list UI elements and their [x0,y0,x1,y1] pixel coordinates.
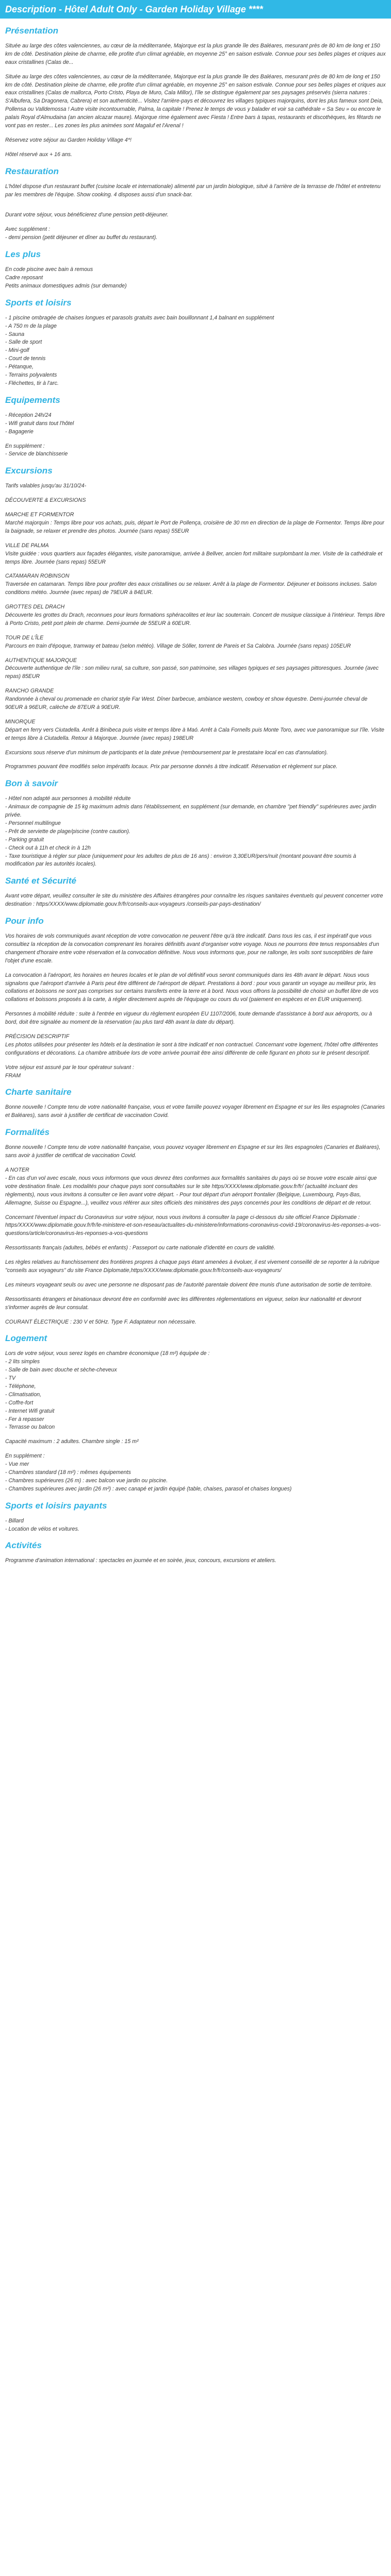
restauration-supp-label: Avec supplément : [5,226,50,233]
plus-heading: Les plus [5,249,41,260]
excursion-text: Départ en ferry vers Ciutadella. Arrêt à Binibeca puis visite et temps libre à Maó. Arrêt à Cala Fornells puis Monte Toro, avec vue panoramique sur l'île. Visite et temps libre à Ciutadella. Retour à Majorque. Journée (avec repas) 198EUR [5,726,384,741]
list-item: - Billard [5,1517,24,1524]
list-item: - Mini-golf [5,347,29,354]
list-item: En code piscine avec bain à remous [5,266,93,273]
list-item: - Chambres supérieures (26 m) : avec balcon vue jardin ou piscine. [5,1477,168,1484]
info-text-3: Personnes à mobilité réduite : suite à l'entrée en vigueur du règlement européen EU 1107/2006, toute demande d'assistance à bord aux aéroports, ou à bord, doit être signalée au moment de la réservation (au plus tard 48h avant la date du départ). [5,1011,372,1026]
sports-payants-heading: Sports et loisirs payants [5,1500,107,1511]
excursion-title: TOUR DE L'ÎLE [5,634,44,641]
list-item: - Location de vélos et voitures. [5,1526,79,1532]
formalites-text-4: Ressortissants français (adultes, bébés et enfants) : Passeport ou carte nationale d'identité en cours de validité. [5,1245,275,1251]
formalites-text-5: Les règles relatives au franchissement des frontières propres à chaque pays étant amenées à évoluer, il est vivement conseillé de se reporter à la rubrique "conseils aux voyageurs" du site France Diplomatie,https/XXXX/www.diplomatie.gouv.fr/fr/conseils-aux-voyageurs/ [5,1259,380,1274]
info-operator-label: Votre séjour est assuré par le tour opérateur suivant : [5,1064,134,1071]
bonasavoir-heading: Bon à savoir [5,778,58,789]
info-heading: Pour info [5,916,44,926]
list-item: - 1 piscine ombragée de chaises longues et parasols gratuits avec bain bouillonnant 1,4 balnant en supplément [5,314,274,321]
formalites-text-6: Les mineurs voyageant seuls ou avec une personne ne disposant pas de l'autorité parentale doivent être munis d'une autorisation de sortie de territoire. [5,1281,372,1288]
formalites-anoter: A NOTER [5,1167,29,1174]
info-precision-label: PRÉCISION DESCRIPTIF [5,1033,70,1040]
list-item: - Salle de bain avec douche et sèche-cheveux [5,1367,117,1374]
presentation-heading: Présentation [5,26,58,36]
excursions-decouverte: DÉCOUVERTE & EXCURSIONS [5,497,86,504]
sante-heading: Santé et Sécurité [5,876,76,886]
presentation-book: Réservez votre séjour au Garden Holiday Village 4*! [5,137,132,143]
list-item: Cadre reposant [5,275,43,281]
presentation-text: Située au large des côtes valenciennes, au cœur de la méditerranée, Majorque est la plus grande île des Baléares, mesurant près de 80 km de long et 150 km de côté. Destination pleine de charme, elle profite d'un climat agréable, en moyenne 25° en saison estivale. Connue pour ses belles plages et criques aux eaux cristallines (Calas de mallorca, Porto Cristo, Playa de Muro, Cala Millor), l'île se distingue également par ses paysages préservés (sierra natures : S'Albufera, Sa Dragonera, Cabrera) et son authenticité... Visitez l'arrière-pays et découvrez les villages typiques majorquins, dont les plus fameux sont Deia, Pollensa ou Valldemossa ! Autre visite incontournable, Palma, la capitale ! Prenez le temps de vous y balader et voir sa cathédrale « Sa Seu » ou encore le palais Royal d'Almudaina (an ancien alcazar maure). Majorque rime également avec Fiesta ! Entre bars à tapas, restaurants et discothèques, les fêtards ne vont pas en rester... Les zones les plus animées sont Magaluf et l'Arenal ! [5,73,386,129]
list-item: - Personnel multilingue [5,820,61,826]
list-item: - Chambres supérieures avec jardin (26 m²) : avec canapé et jardin équipé (table, chaises, parasol et chaises longues) [5,1485,292,1492]
list-item: - Check out à 11h et check in à 12h [5,844,91,851]
list-item: - Climatisation, [5,1391,42,1398]
excursion-text: Marché majorquin : Temps libre pour vos achats, puis, départ le Port de Pollença, croisière de 30 mn en direction de la plage de Formentor. Temps libre pour la baignade, se relaxer et prendre des photos. Journée (sans repas) 55EUR [5,519,384,534]
restauration-pension: Durant votre séjour, vous bénéficierez d'une pension petit-déjeuner. [5,212,169,218]
formalites-text-7: Ressortissants étrangers et binationaux devront être en conformité avec les différentes réglementations en vigueur, selon leur nationalité et devront s'informer auprès de leur consulat. [5,1296,362,1311]
list-item: - Animaux de compagnie de 15 kg maximum admis dans l'établissement, en supplément (sur demande, en chambre "pet friendly" supérieures avec jardin privée. [5,804,377,819]
sports-list [5,314,386,388]
excursion-title: MARCHE ET FORMENTOR [5,512,74,518]
content [0,26,391,1565]
list-item: - Terrasse ou balcon [5,1424,55,1431]
excursion-title: MINORQUE [5,718,36,725]
excursion-text: Randonnée à cheval ou promenade en chariot style Far West. Dîner barbecue, ambiance western, cowboy et show équestre. Demi-journée cheval de 90EUR à 96EUR, calèche de 87EUR à 90EUR. [5,696,368,710]
excursion-text: Visite guidée : vous quartiers aux façades élégantes, visite panoramique, arrivée à Bellver, ancien fort militaire surplombant la mer. Visite de la cathédrale et temps libre. Journée (sans repas) 55EUR [5,550,383,565]
list-item: - Terrains polyvalents [5,372,57,379]
excursion-text: Découverte authentique de l'île : son milieu rural, sa culture, son passé, son patrimoine, ses villages typiques et ses paysages pittoresques. Journée (avec repas) 85EUR [5,665,379,680]
list-item: - Prêt de serviette de plage/piscine (contre caution). [5,828,131,835]
excursion-text: Parcours en train d'époque, tramway et bateau (selon météo). Village de Sóller, torrent de Pareis et Sa Calobra. Journée (sans repas) 105EUR [5,642,351,649]
formalites-heading: Formalités [5,1127,50,1138]
excursions-tarifs: Tarifs valables jusqu'au 31/10/24- [5,483,87,489]
excursion-title: AUTHENTIQUE MAJORQUE [5,657,77,664]
logement-capacite: Capacité maximum : 2 adultes. Chambre single : 15 m² [5,1438,139,1445]
sante-text: Avant votre départ, veuillez consulter le site du ministère des Affaires étrangères pour connaître les risques sanitaires éventuels qui peuvent concerner votre destination : https/XXXX/www.diplomatie.gouv.fr/fr/conseils-aux-voyageurs /conseils-par-pays-destination/ [5,893,383,908]
restauration-supp-item: - demi pension (petit déjeuner et dîner au buffet du restaurant). [5,234,158,241]
list-item: - Chambres standard (18 m²) : mêmes équipements [5,1469,131,1476]
list-item: - Salle de sport [5,339,42,346]
list-item: - TV [5,1375,16,1382]
charte-heading: Charte sanitaire [5,1087,72,1097]
list-item: - A 750 m de la plage [5,323,57,329]
list-item: - Coffre-fort [5,1399,34,1406]
plus-list [5,266,386,291]
page-banner [0,0,391,19]
logement-intro: Lors de votre séjour, vous serez logés en chambre économique (18 m²) équipée de : [5,1350,210,1357]
excursions-heading: Excursions [5,466,53,476]
list-item: - Téléphone, [5,1383,36,1389]
list-item: - Taxe touristique à régler sur place (uniquement pour les adultes de plus de 16 ans) : environ 3,30EUR/pers/nuit (montant pouvant être soumis à modification par les autorités locales). [5,853,356,868]
list-item: - Fer à repasser [5,1416,44,1422]
list-item: - Réception 24h/24 [5,412,52,418]
list-item: Petits animaux domestiques admis (sur demande) [5,282,127,289]
page-title: Description - Hôtel Adult Only - Garden Holiday Village **** [5,4,263,14]
list-item: - Sauna [5,331,25,337]
info-text-2: La convocation à l'aéroport, les horaires en heures locales et le plan de vol définitif vous seront communiqués dans les 48h avant le départ. Nous vous signalons que l'aéroport d'arrivée à Paris peut être différent de l'aéroport de départ. Prestations à bord : pour vous garantir un voyage au meilleur prix, les collations et boissons ne sont pas comprises sur certains transferts entre la terre et à bord. Nous vous offrons la possibilité de choisir un buffet libre de vos collations et boissons proposés à la carte, à régler directement auprès de l'équipage ou cours du vol (paiement en espèces et en EUR uniquement). [5,972,379,1003]
info-precision-text: Les photos utilisées pour présenter les hôtels et la destination le sont à titre indicatif et non contractuel. Concernant votre logement, l'hôtel offre différentes configurations et décorations. La chambre attribuée lors de votre arrivée pourrait être ainsi différente de celle figurant en photo sur le présent descriptif. [5,1041,378,1056]
activites-heading: Activités [5,1540,42,1551]
info-operator: FRAM [5,1072,21,1079]
formalites-courant: COURANT ÉLECTRIQUE : 230 V et 50Hz. Type F. Adaptateur non nécessaire. [5,1318,197,1325]
formalites-text-2: - En cas d'un vol avec escale, nous vous informons que vous devrez êtes conformes aux formalités sanitaires du pays où se trouve votre escale ainsi que votre destination finale. Les modalités pour chaque pays sont consultables sur le site https/XXXX/www.diplomatie.gouv.fr/fr/ (actualité incluant des règlements), nous vous invitons à consulter ce lien avant votre départ. - Pour tout départ d'un aéroport frontalier (Belgique, Luxembourg, Pays-Bas, Allemagne, Suisse ou Espagne...), veuillez vous référer aux sites officiels des ministères des pays concernés pour les conditions de départ et de retour. [5,1175,377,1206]
presentation-intro: Située au large des côtes valenciennes, au cœur de la méditerranée, Majorque est la plus grande île des Baléares, mesurant près de 80 km de long et 150 km de côté. Destination pleine de charme, elle profite d'un climat agréable, en moyenne 25° en saison estivale. Connue pour ses belles plages et criques aux eaux cristallines (Calas de... [5,43,386,65]
excursion-title: VILLE DE PALMA [5,542,49,549]
sports-heading: Sports et loisirs [5,297,72,308]
list-item: - Fléchettes, tir à l'arc. [5,380,59,386]
excursions-note-1: Excursions sous réserve d'un minimum de participants et la date prévue (remboursement par le prestataire local en cas d'annulation). [5,749,328,756]
activites-text: Programme d'animation international : spectacles en journée et en soirée, jeux, concours, excursions et ateliers. [5,1557,276,1564]
list-item: - Internet Wifi gratuit [5,1408,55,1414]
logement-supp-label: En supplément : [5,1453,45,1460]
excursion-text: Traversée en catamaran. Temps libre pour profiter des eaux cristallines ou se relaxer. Arrêt à la plage de Formentor. Déjeuner et boissons incluses. Salon conditions météo. Journée (avec repas) de 79EUR à 84EUR. [5,581,377,596]
excursion-title: GROTTES DEL DRACH [5,604,65,611]
equipements-heading: Equipements [5,395,60,405]
restauration-heading: Restauration [5,166,59,176]
restauration-text: L'hôtel dispose d'un restaurant buffet (cuisine locale et internationale) alimenté par un jardin biologique, situé à l'arrière de la terrasse de l'hôtel et entretenu par les membres de l'équipe. Show cooking. 4 disposes aussi d'un snack-bar. [5,183,381,198]
list-item: - Wifi gratuit dans tout l'hôtel [5,420,74,427]
list-item: - Parking gratuit [5,836,44,843]
info-text-1: Vos horaires de vols communiqués avant réception de votre convocation ne peuvent l'être qu'à titre indicatif. Dans tous les cas, il est impératif que vous consultiez la réception de la convocation comprenant les horaires définitifs avant d'organiser votre voyage. Nous ne pourrons être tenus responsables d'un changement d'horaire entre votre réservation et la convocation définitive. Nous vous informons que, pour ne rallonge, les voils sont susceptibles de faire l'objet d'une escale. [5,933,379,964]
formalites-text-3: Concernant l'éventuel impact du Coronavirus sur votre séjour, nous vous invitons à consulter la page ci-dessous du site officiel France Diplomatie : https/XXXX/www.diplomatie.gouv.fr/fr/le-ministere-et-son-reseau/actualites-du-ministere/informations-coronavirus-covid-19/coronavirus-les-reponses-a-vos-questions/article/coronavirus-les-reponses-a-vos-questions [5,1214,381,1237]
logement-heading: Logement [5,1333,47,1344]
equipements-supp-label: En supplément : [5,443,45,449]
list-item: - Hôtel non adapté aux personnes à mobilité réduite [5,795,131,802]
list-item: - Bagagerie [5,428,34,435]
formalites-text-1: Bonne nouvelle ! Compte tenu de votre nationalité française, vous pouvez voyager librement en Espagne et sur les îles espagnoles (Canaries et Baléares), sans avoir à justifier de certificat de vaccination Covid. [5,1144,381,1159]
list-item: - Vue mer [5,1461,29,1468]
charte-text: Bonne nouvelle ! Compte tenu de votre nationalité française, vous et votre famille pouvez voyager librement en Espagne et sur les îles espagnoles (Canaries et Baléares), sans avoir à justifier de certificat de vaccination Covid. [5,1104,385,1119]
list-item: - Court de tennis [5,355,46,362]
presentation-adult-only: Hôtel réservé aux + 16 ans. [5,151,72,158]
excursion-title: CATAMARAN ROBINSON [5,573,70,580]
equipements-supp-item: - Service de blanchisserie [5,451,68,457]
excursion-title: RANCHO GRANDE [5,688,54,694]
list-item: - Pétanque, [5,364,34,370]
excursion-text: Découverte les grottes du Drach, reconnues pour leurs formations sphéracolites et leur lac souterrain. Concert de musique classique à l'intérieur. Temps libre à Porto Cristo, petit port plein de charme. Demi-journée de 55EUR à 60EUR. [5,612,385,626]
list-item: - 2 lits simples [5,1359,40,1365]
excursions-note-2: Programmes pouvant être modifiés selon impératifs locaux. Prix par personne donnés à titre indicatif. Réservation et règlement sur place. [5,764,338,770]
